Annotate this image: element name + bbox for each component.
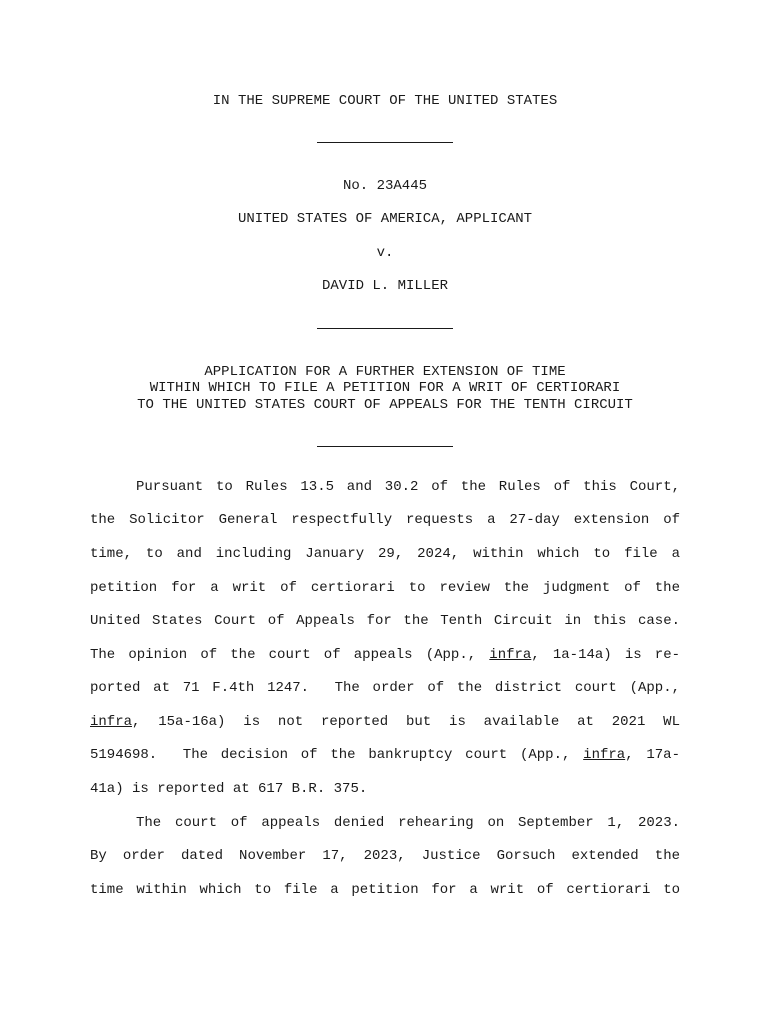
italic-citation: infra (583, 747, 626, 763)
italic-citation: infra (489, 647, 532, 663)
body-line: 41a) is reported at 617 B.R. 375. (90, 781, 368, 797)
application-title-line: APPLICATION FOR A FURTHER EXTENSION OF TIME (204, 364, 566, 380)
body-line: the Solicitor General respectfully requests a 27-day extension of (90, 512, 680, 528)
divider-rule (317, 142, 453, 143)
applicant-line: UNITED STATES OF AMERICA, APPLICANT (237, 211, 533, 227)
body-line (90, 714, 680, 730)
body-line: United States Court of Appeals for the Tenth Circuit in this case. (90, 613, 680, 629)
body-line: ported at 71 F.4th 1247. The order of the district court (App., (90, 680, 680, 696)
text-segment: 5194698. The decision of the bankruptcy court (App., (90, 747, 584, 763)
respondent-line: DAVID L. MILLER (321, 278, 449, 294)
divider-rule (317, 446, 453, 447)
text-segment: , 15a-16a) is not reported but is available at 2021 WL (132, 714, 680, 730)
body-line: time within which to file a petition for a writ of certiorari to (90, 882, 680, 898)
italic-citation: infra (90, 714, 133, 730)
court-heading: IN THE SUPREME COURT OF THE UNITED STATES (212, 93, 558, 109)
body-line: Pursuant to Rules 13.5 and 30.2 of the Rules of this Court, (136, 479, 680, 495)
body-line: petition for a writ of certiorari to review the judgment of the (90, 580, 680, 596)
text-segment: , 17a- (625, 747, 680, 763)
text-segment: , 1a-14a) is re- (531, 647, 680, 663)
body-line: time, to and including January 29, 2024, within which to file a (90, 546, 680, 562)
docket-number: No. 23A445 (342, 178, 427, 194)
body-line: By order dated November 17, 2023, Justice Gorsuch extended the (90, 848, 680, 864)
versus-line: v. (376, 245, 394, 261)
body-line (90, 747, 680, 763)
body-line: The court of appeals denied rehearing on September 1, 2023. (136, 815, 680, 831)
application-title-line: TO THE UNITED STATES COURT OF APPEALS FOR THE TENTH CIRCUIT (137, 397, 633, 413)
text-segment: The opinion of the court of appeals (App., (90, 647, 490, 663)
divider-rule (317, 328, 453, 329)
body-line (90, 647, 680, 663)
application-title-line: WITHIN WHICH TO FILE A PETITION FOR A WRIT OF CERTIORARI (149, 380, 621, 396)
